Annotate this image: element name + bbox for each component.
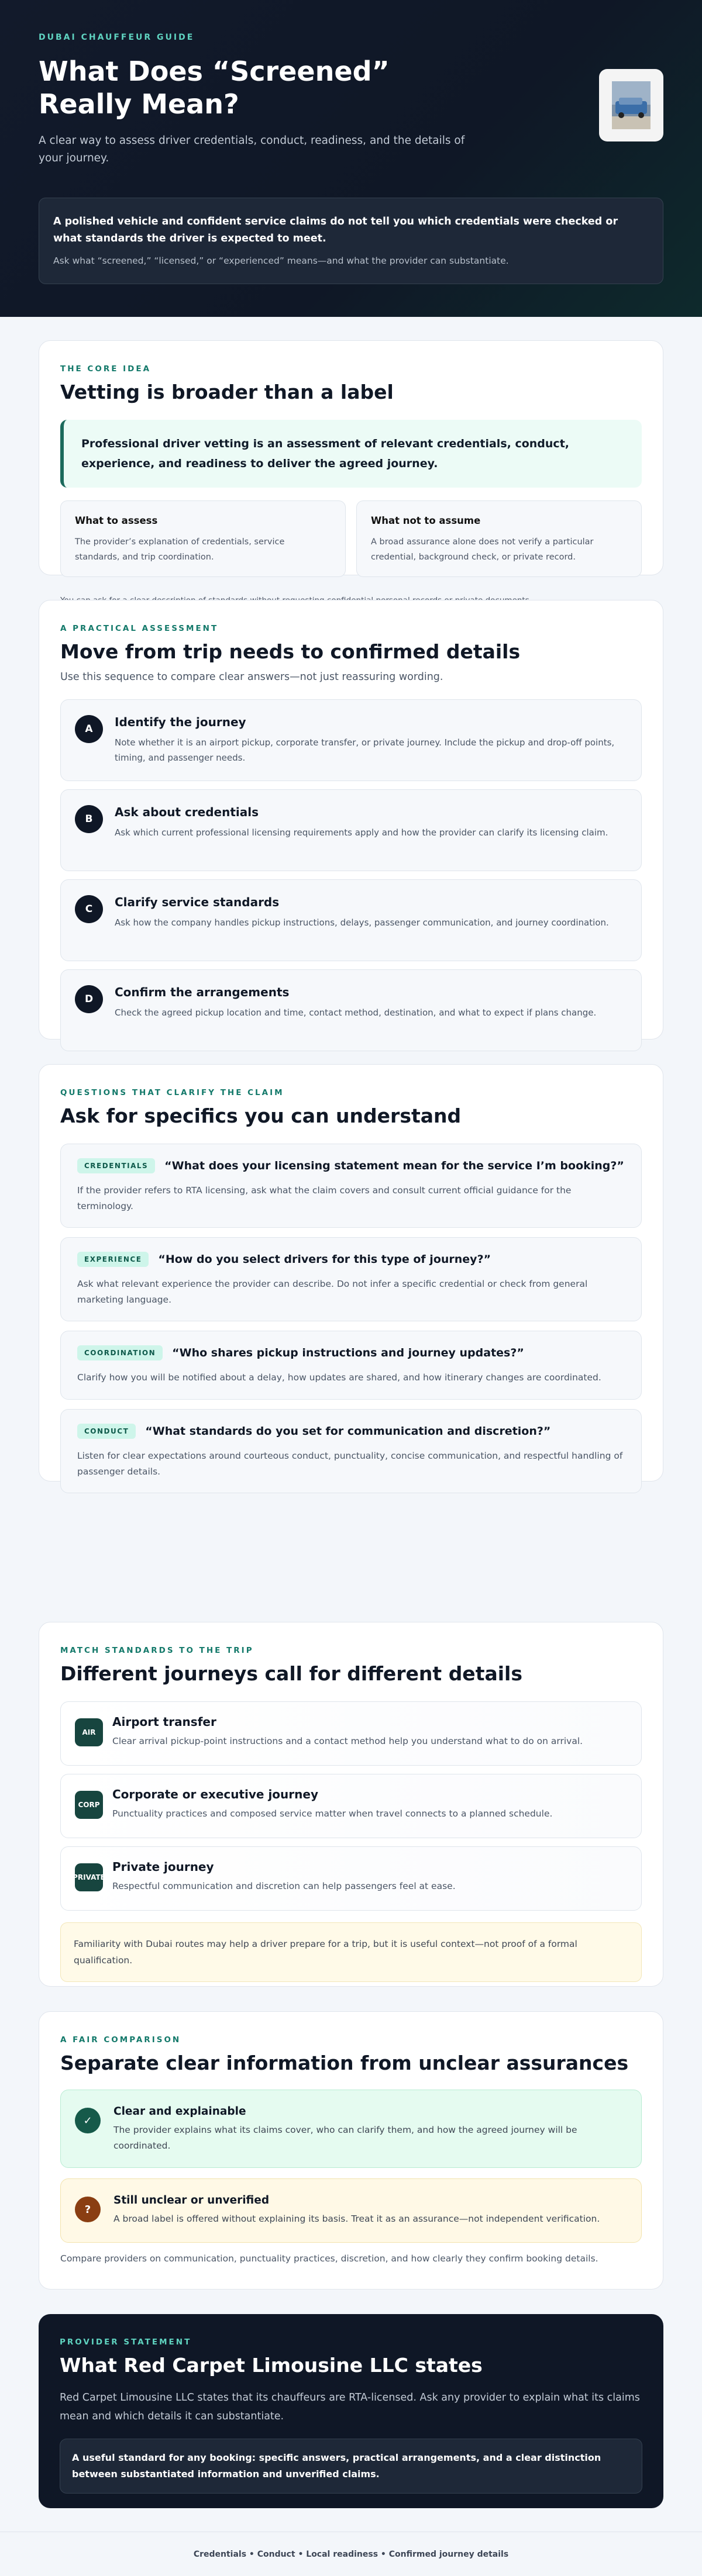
section-title: Separate clear information from unclear assurances bbox=[60, 2052, 629, 2074]
step-title: Ask about credentials bbox=[115, 805, 259, 819]
journey-title: Corporate or executive journey bbox=[112, 1787, 318, 1801]
card-title: Still unclear or unverified bbox=[113, 2194, 270, 2206]
step-title: Identify the journey bbox=[115, 715, 246, 729]
notice-bold-text: A polished vehicle and confident service claims do not tell you which credentials were checked or what standards the driver is expected to meet. bbox=[53, 216, 618, 244]
question-tag: CREDENTIALS bbox=[77, 1158, 155, 1173]
journey-title: Airport transfer bbox=[112, 1715, 216, 1729]
question-tag: CONDUCT bbox=[77, 1424, 136, 1439]
question-card bbox=[60, 1331, 642, 1400]
corporate-icon: CORP bbox=[75, 1791, 103, 1819]
section-fair-comparison bbox=[39, 2011, 663, 2290]
clear-info-card bbox=[60, 2090, 642, 2168]
card-title: Clear and explainable bbox=[113, 2105, 246, 2118]
definition-callout: Professional driver vetting is an assessment of relevant credentials, conduct, experience, and readiness to deliver the agreed journey. bbox=[60, 420, 642, 488]
question-list bbox=[60, 1144, 642, 1493]
step-text: Ask which current professional licensing requirements apply and how the provider can clarify its licensing claim. bbox=[115, 827, 608, 838]
step-text: Note whether it is an airport pickup, corporate transfer, or private journey. Include the pickup and drop-off points, timing, and passenger needs. bbox=[115, 737, 615, 763]
question-explanation: If the provider refers to RTA licensing, ask what the claim covers and consult current official guidance for the terminology. bbox=[77, 1185, 572, 1211]
step-badge: A bbox=[75, 715, 103, 743]
step-list bbox=[60, 699, 642, 1051]
question-tag: EXPERIENCE bbox=[77, 1252, 149, 1267]
question-text: “What standards do you set for communication and discretion?” bbox=[145, 1425, 551, 1438]
section-title: Vetting is broader than a label bbox=[60, 381, 394, 403]
check-icon: ✓ bbox=[75, 2108, 101, 2133]
hero-kicker: DUBAI CHAUFFEUR GUIDE bbox=[39, 33, 195, 42]
section-title: Different journeys call for different details bbox=[60, 1662, 523, 1685]
journey-card bbox=[60, 1701, 642, 1766]
journey-list bbox=[60, 1701, 642, 1911]
card-title: What not to assume bbox=[371, 515, 481, 526]
vehicle-thumbnail bbox=[599, 69, 663, 141]
question-tag: COORDINATION bbox=[77, 1345, 163, 1360]
section-journeys bbox=[39, 1622, 663, 1987]
step-card bbox=[60, 969, 642, 1051]
page-title: What Does “Screened” Really Mean? bbox=[39, 56, 390, 120]
journey-card bbox=[60, 1774, 642, 1838]
provider-statement bbox=[39, 2314, 663, 2508]
section-kicker: THE CORE IDEA bbox=[60, 364, 152, 374]
what-not-to-assume-card bbox=[356, 500, 642, 577]
question-explanation: Ask what relevant experience the provider can describe. Do not infer a specific credential or check from general marketing language. bbox=[77, 1279, 588, 1305]
comparison-list bbox=[60, 2090, 642, 2243]
step-badge: B bbox=[75, 805, 103, 833]
hero bbox=[0, 0, 702, 317]
section-title: Ask for specifics you can understand bbox=[60, 1104, 462, 1127]
question-text: “Who shares pickup instructions and journey updates?” bbox=[172, 1346, 524, 1359]
vehicle-image-icon bbox=[612, 81, 651, 129]
question-explanation: Listen for clear expectations around courteous conduct, punctuality, concise communication, and respectful handling of passenger details. bbox=[77, 1451, 623, 1477]
step-text: Ask how the company handles pickup instructions, delays, passenger communication, and journey coordination. bbox=[115, 917, 609, 928]
question-text: “How do you select drivers for this type of journey?” bbox=[158, 1253, 491, 1266]
section-kicker: A PRACTICAL ASSESSMENT bbox=[60, 624, 219, 633]
step-text: Check the agreed pickup location and time, contact method, destination, and what to expect if plans change. bbox=[115, 1007, 597, 1018]
section-title: What Red Carpet Limousine LLC states bbox=[60, 2354, 483, 2377]
journey-text: Punctuality practices and composed service matter when travel connects to a planned schedule. bbox=[112, 1808, 553, 1819]
airport-icon: AIR bbox=[75, 1718, 103, 1746]
unclear-info-card bbox=[60, 2178, 642, 2243]
notice-text: Ask what “screened,” “licensed,” or “experienced” means—and what the provider can substantiate. bbox=[53, 255, 509, 266]
section-kicker: A FAIR COMPARISON bbox=[60, 2035, 181, 2045]
step-card bbox=[60, 879, 642, 961]
question-card bbox=[60, 1409, 642, 1493]
journey-text: Clear arrival pickup-point instructions and a contact method help you understand what to do on arrival. bbox=[112, 1736, 583, 1746]
hero-notice bbox=[39, 198, 663, 284]
step-badge: D bbox=[75, 985, 103, 1013]
section-questions bbox=[39, 1064, 663, 1482]
section-kicker: MATCH STANDARDS TO THE TRIP bbox=[60, 1646, 254, 1655]
card-text: The provider explains what its claims cover, who can clarify them, and how the agreed journey will be coordinated. bbox=[113, 2125, 577, 2151]
section-title: Move from trip needs to confirmed details bbox=[60, 640, 521, 663]
provider-text: Red Carpet Limousine LLC states that its chauffeurs are RTA-licensed. Ask any provider to explain what its claims mean and which details it can substantiate. bbox=[60, 2392, 640, 2422]
private-icon: PRIVATE bbox=[75, 1863, 103, 1891]
card-text: The provider’s explanation of credentials, service standards, and trip coordination. bbox=[75, 537, 285, 562]
question-text: “What does your licensing statement mean for the service I’m booking?” bbox=[164, 1159, 624, 1172]
what-to-assess-card bbox=[60, 500, 346, 577]
footer: Credentials • Conduct • Local readiness • Confirmed journey details bbox=[0, 2532, 702, 2576]
step-badge: C bbox=[75, 895, 103, 923]
step-title: Clarify service standards bbox=[115, 895, 280, 909]
section-core-idea bbox=[39, 340, 663, 575]
provider-standard-box: A useful standard for any booking: specific answers, practical arrangements, and a clear distinction between substantiated information and unverified claims. bbox=[60, 2439, 642, 2494]
section-kicker: QUESTIONS THAT CLARIFY THE CLAIM bbox=[60, 1088, 284, 1097]
assess-columns bbox=[60, 500, 642, 577]
hero-lead: A clear way to assess driver credentials, conduct, readiness, and the details of your journey. bbox=[39, 134, 465, 164]
journey-card bbox=[60, 1846, 642, 1911]
journey-text: Respectful communication and discretion can help passengers feel at ease. bbox=[112, 1881, 456, 1891]
step-title: Confirm the arrangements bbox=[115, 985, 290, 999]
card-text: A broad assurance alone does not verify a particular credential, background check, or private record. bbox=[371, 537, 594, 562]
card-title: What to assess bbox=[75, 515, 158, 526]
question-card bbox=[60, 1144, 642, 1228]
section-subtitle: Use this sequence to compare clear answers—not just reassuring wording. bbox=[60, 671, 443, 683]
card-text: A broad label is offered without explaining its basis. Treat it as an assurance—not independent verification. bbox=[113, 2214, 600, 2224]
comparison-note: Compare providers on communication, punctuality practices, discretion, and how clearly they confirm booking details. bbox=[60, 2253, 598, 2264]
step-card bbox=[60, 789, 642, 871]
section-practical-assessment bbox=[39, 600, 663, 1040]
journey-title: Private journey bbox=[112, 1860, 214, 1874]
question-explanation: Clarify how you will be notified about a delay, how updates are shared, and how itinerary changes are coordinated. bbox=[77, 1372, 601, 1383]
section-kicker: PROVIDER STATEMENT bbox=[60, 2337, 192, 2347]
question-card bbox=[60, 1237, 642, 1321]
journey-note: Familiarity with Dubai routes may help a driver prepare for a trip, but it is useful context—not proof of a formal qualification. bbox=[60, 1922, 642, 1982]
question-mark-icon: ? bbox=[75, 2197, 101, 2222]
step-card bbox=[60, 699, 642, 781]
